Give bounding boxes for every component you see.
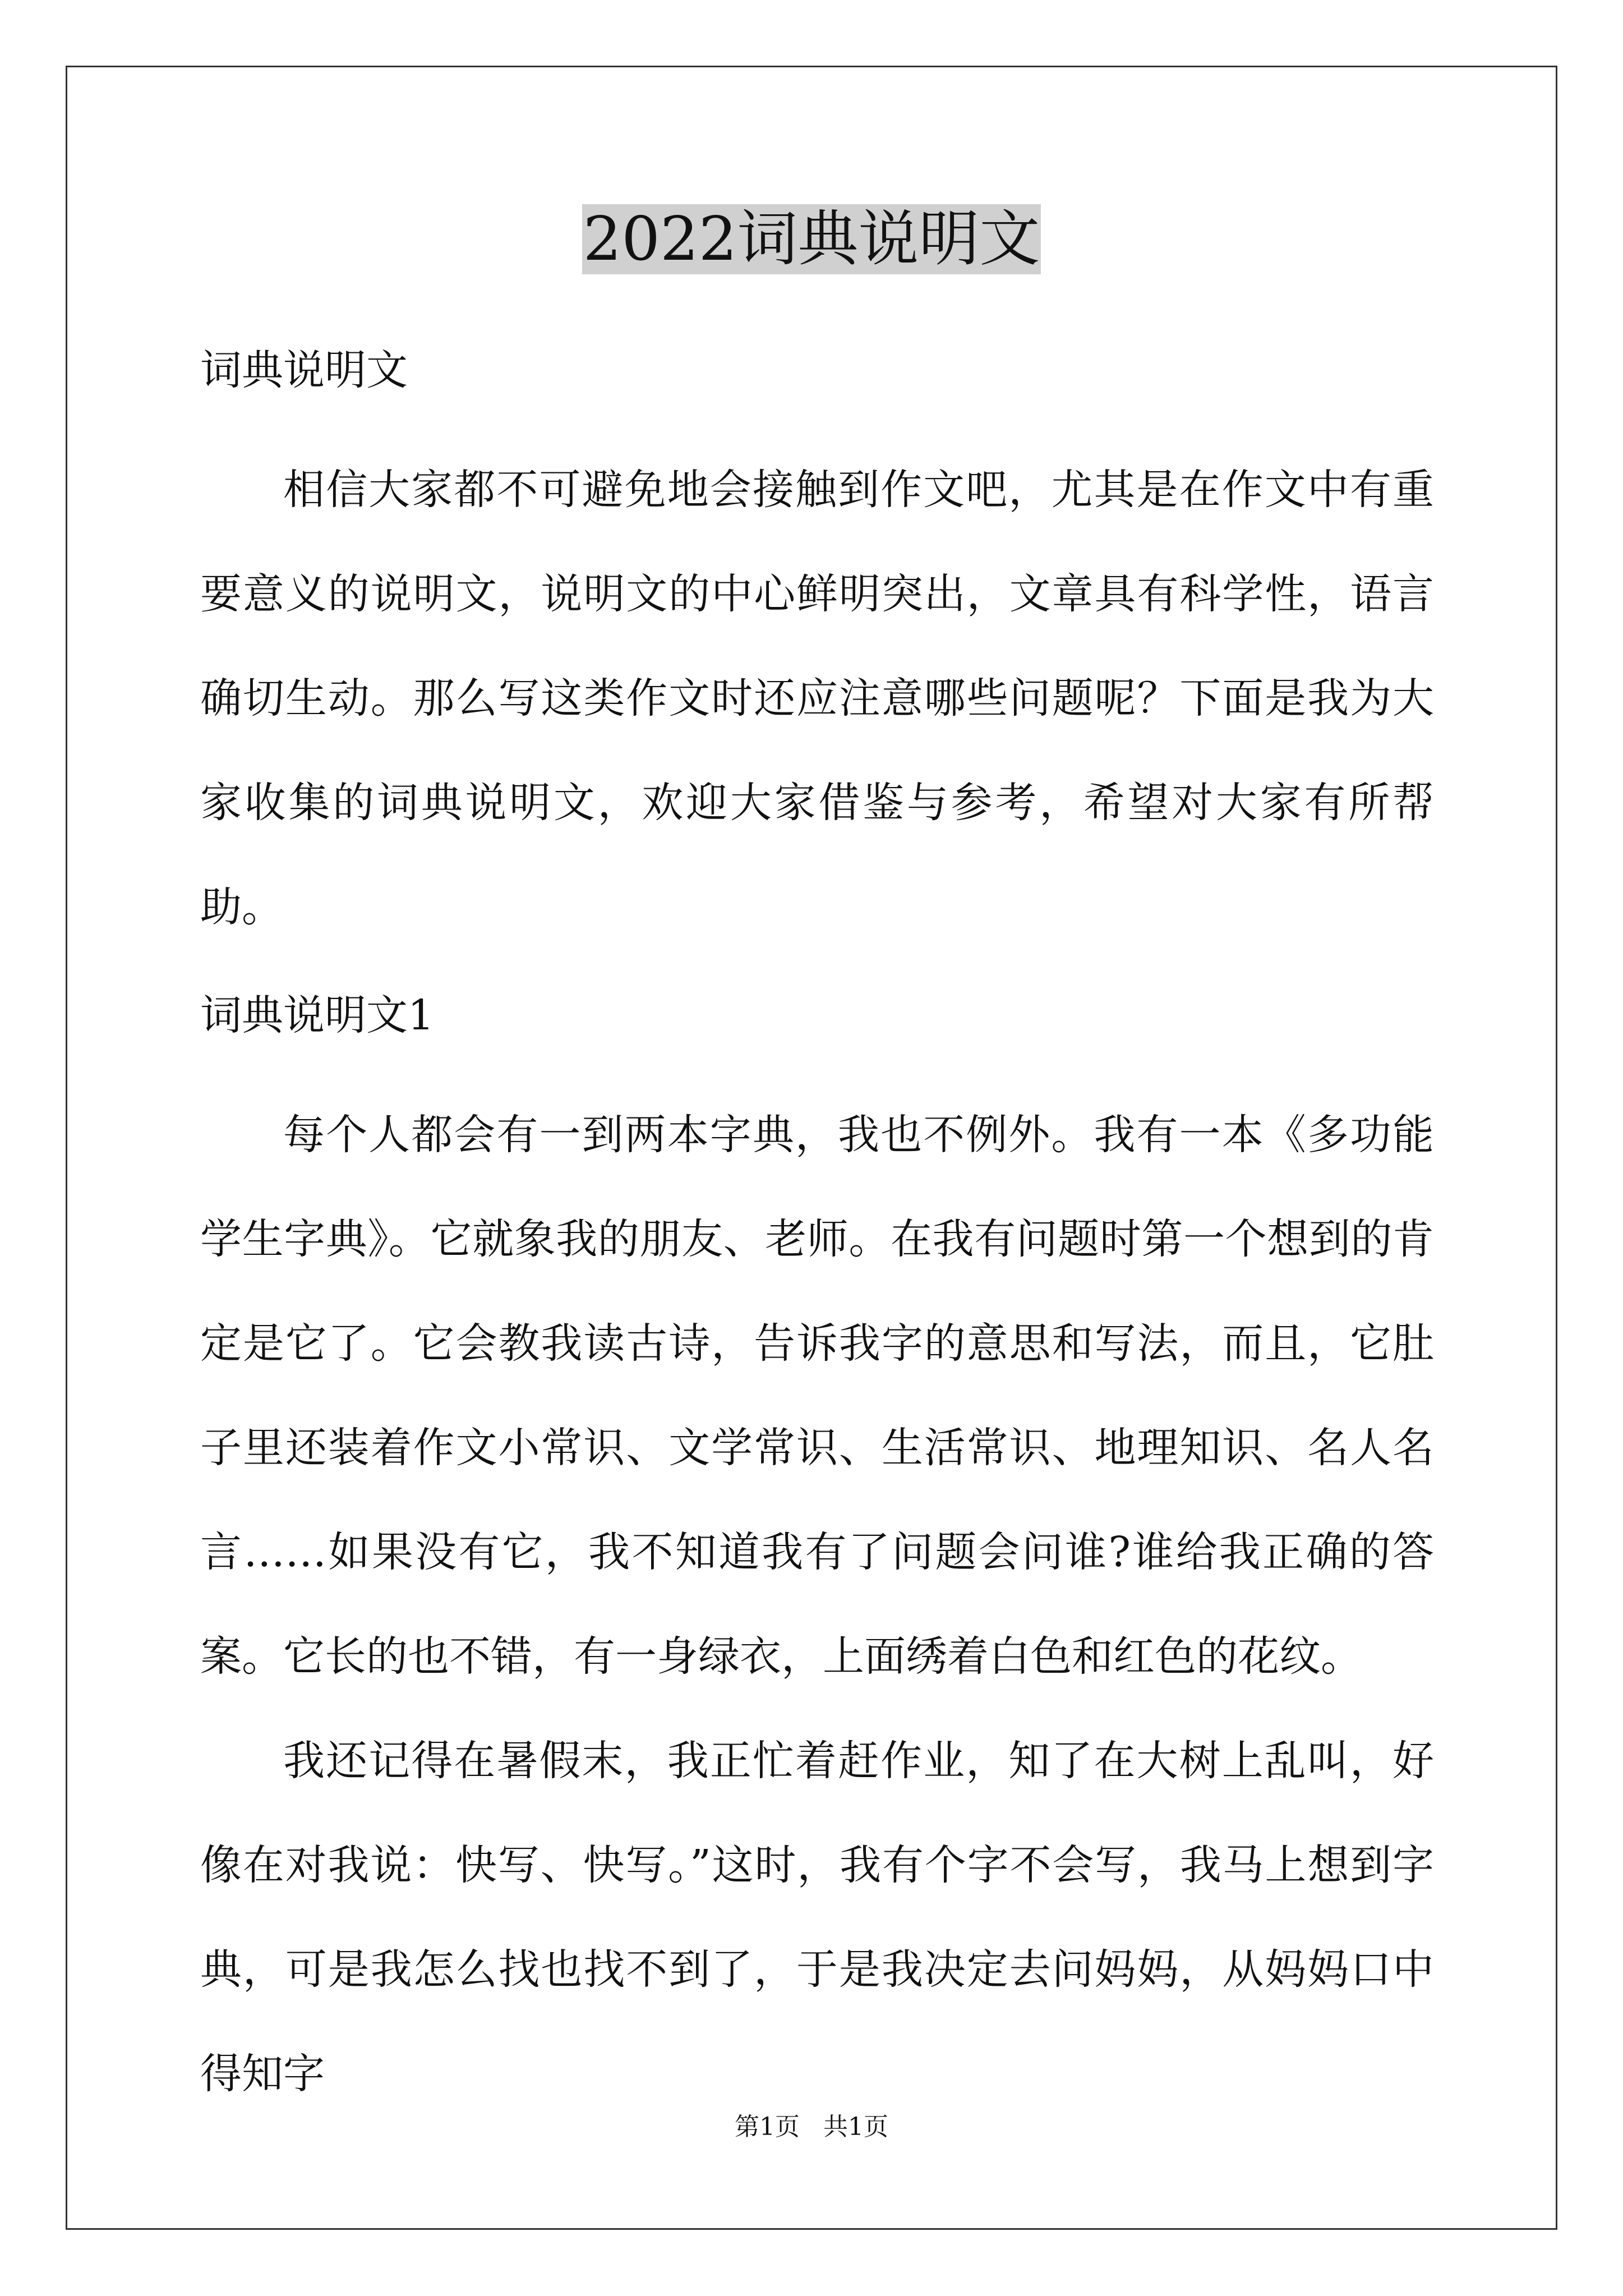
title-text: 2022词典说明文 <box>583 204 1040 274</box>
page-footer: 第1页 共1页 <box>735 2113 888 2141</box>
intro-paragraph: 相信大家都不可避免地会接触到作文吧，尤其是在作文中有重要意义的说明文，说明文的中心鲜明突出，文章具有科学性，语言确切生动。那么写这类作文时还应注意哪些问题呢？下面是我为大家收集的词典说明文，欢迎大家借鉴与参考，希望对大家有所帮助。 <box>200 466 1434 931</box>
section-paragraph-1: 每个人都会有一到两本字典，我也不例外。我有一本《多功能学生字典》。它就象我的朋友、老师。在我有问题时第一个想到的肯定是它了。它会教我读古诗，告诉我字的意思和写法，而且，它肚子里还装着作文小常识、文学常识、生活常识、地理知识、名人名言……如果没有它，我不知道我有了问题会问谁?谁给我正确的答案。它长的也不错，有一身绿衣，上面绣着白色和红色的花纹。 <box>200 1111 1434 1681</box>
section-heading: 词典说明文1 <box>200 991 435 1039</box>
document-title <box>0 197 1623 282</box>
section-paragraph-2: 我还记得在暑假末，我正忙着赶作业，知了在大树上乱叫，好像在对我说：快写、快写。”这时，我有个字不会写，我马上想到字典，可是我怎么找也找不到了，于是我决定去问妈妈，从妈妈口中得知字 <box>200 1737 1434 2098</box>
intro-heading: 词典说明文 <box>200 346 408 394</box>
